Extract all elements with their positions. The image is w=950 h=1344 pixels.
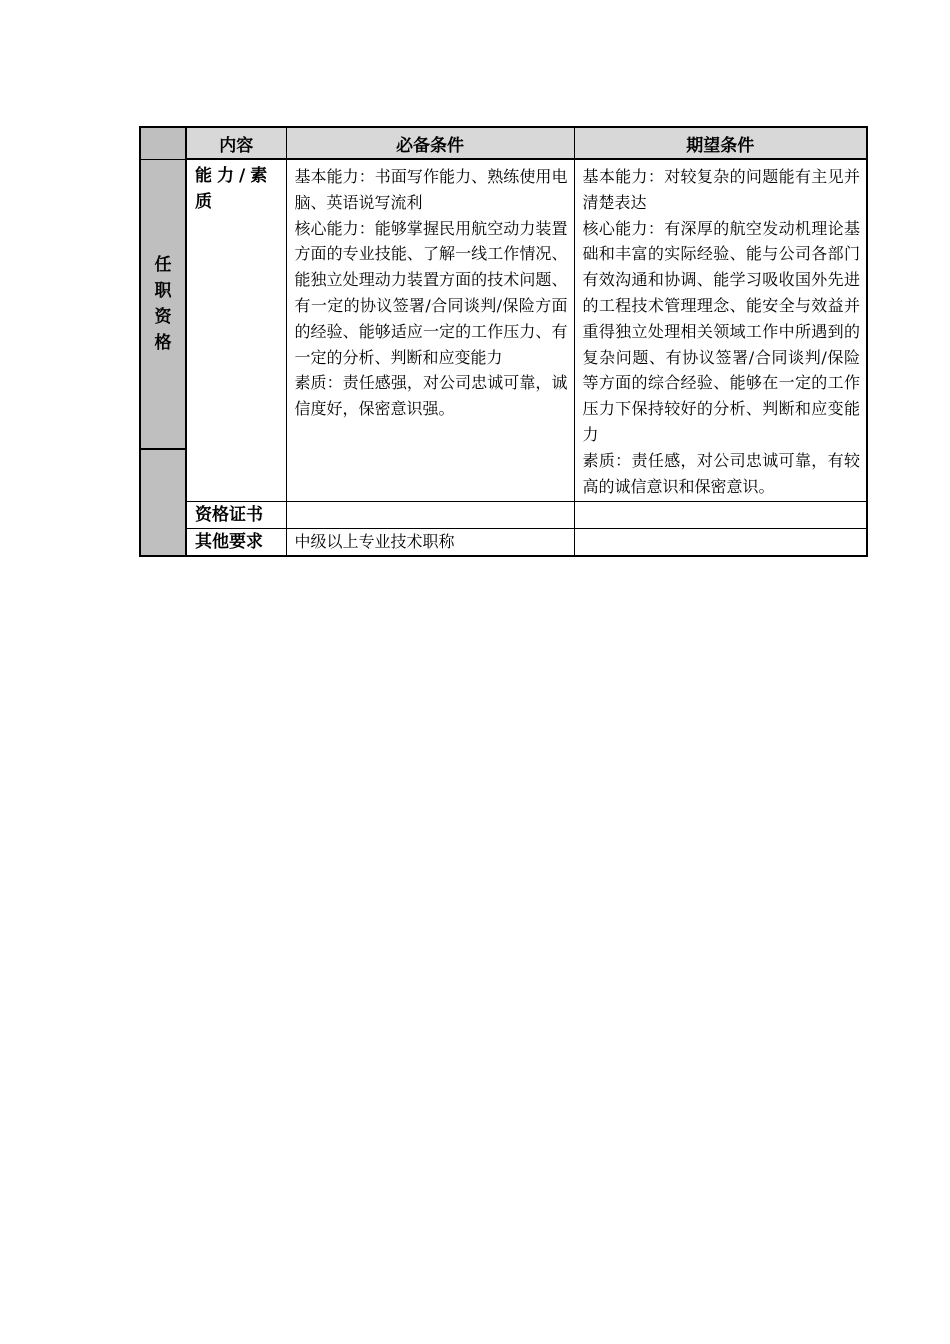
- header-expected: 期望条件: [574, 127, 867, 159]
- ability-required-cell: [286, 159, 574, 502]
- section-lower-block: [140, 449, 186, 557]
- section-header-blank: [140, 127, 186, 159]
- header-content: 内容: [186, 127, 286, 159]
- header-required: 必备条件: [286, 127, 574, 159]
- qualification-sheet: [139, 126, 868, 557]
- row-label-other: 其他要求: [186, 529, 286, 557]
- certificate-expected-cell: [574, 502, 867, 529]
- qualification-table: [139, 126, 868, 557]
- other-required-cell: 中级以上专业技术职称: [286, 529, 574, 557]
- row-label-ability: [186, 159, 286, 502]
- other-expected-cell: [574, 529, 867, 557]
- section-label-char: 职: [154, 280, 172, 301]
- row-label-ability-line1: 能力/素: [195, 166, 273, 186]
- required-core-ability: 核心能力：能够掌握民用航空动力装置方面的专业技能、了解一线工作情况、能独立处理动力装置方面的技术问题、有一定的协议签署/合同谈判/保险方面的经验、能够适应一定的工作压力、有一定的分析、判断和应变能力: [294, 218, 568, 367]
- section-label: [140, 159, 186, 449]
- section-label-char: 资: [154, 306, 172, 327]
- row-label-certificate: 资格证书: [186, 502, 286, 529]
- expected-basic-ability: 基本能力：对较复杂的问题能有主见并清楚表达: [582, 167, 860, 212]
- section-label-char: 任: [154, 254, 172, 275]
- expected-core-ability: 核心能力：有深厚的航空发动机理论基础和丰富的实际经验、能与公司各部门有效沟通和协调、能学习吸收国外先进的工程技术管理理念、能安全与效益并重得独立处理相关领域工作中所遇到的复杂问题、有协议签署/合同谈判/保险等方面的综合经验、能够在一定的工作压力下保持较好的分析、判断和应变能力: [582, 218, 860, 444]
- ability-expected-cell: [574, 159, 867, 502]
- required-basic-ability: 基本能力：书面写作能力、熟练使用电脑、英语说写流利: [294, 167, 568, 212]
- required-quality: 素质：责任感强，对公司忠诚可靠，诚信度好，保密意识强。: [294, 373, 568, 419]
- section-label-char: 格: [154, 332, 172, 353]
- expected-quality: 素质：责任感，对公司忠诚可靠，有较高的诚信意识和保密意识。: [582, 450, 860, 496]
- row-label-ability-line2: 质: [195, 192, 217, 212]
- certificate-required-cell: [286, 502, 574, 529]
